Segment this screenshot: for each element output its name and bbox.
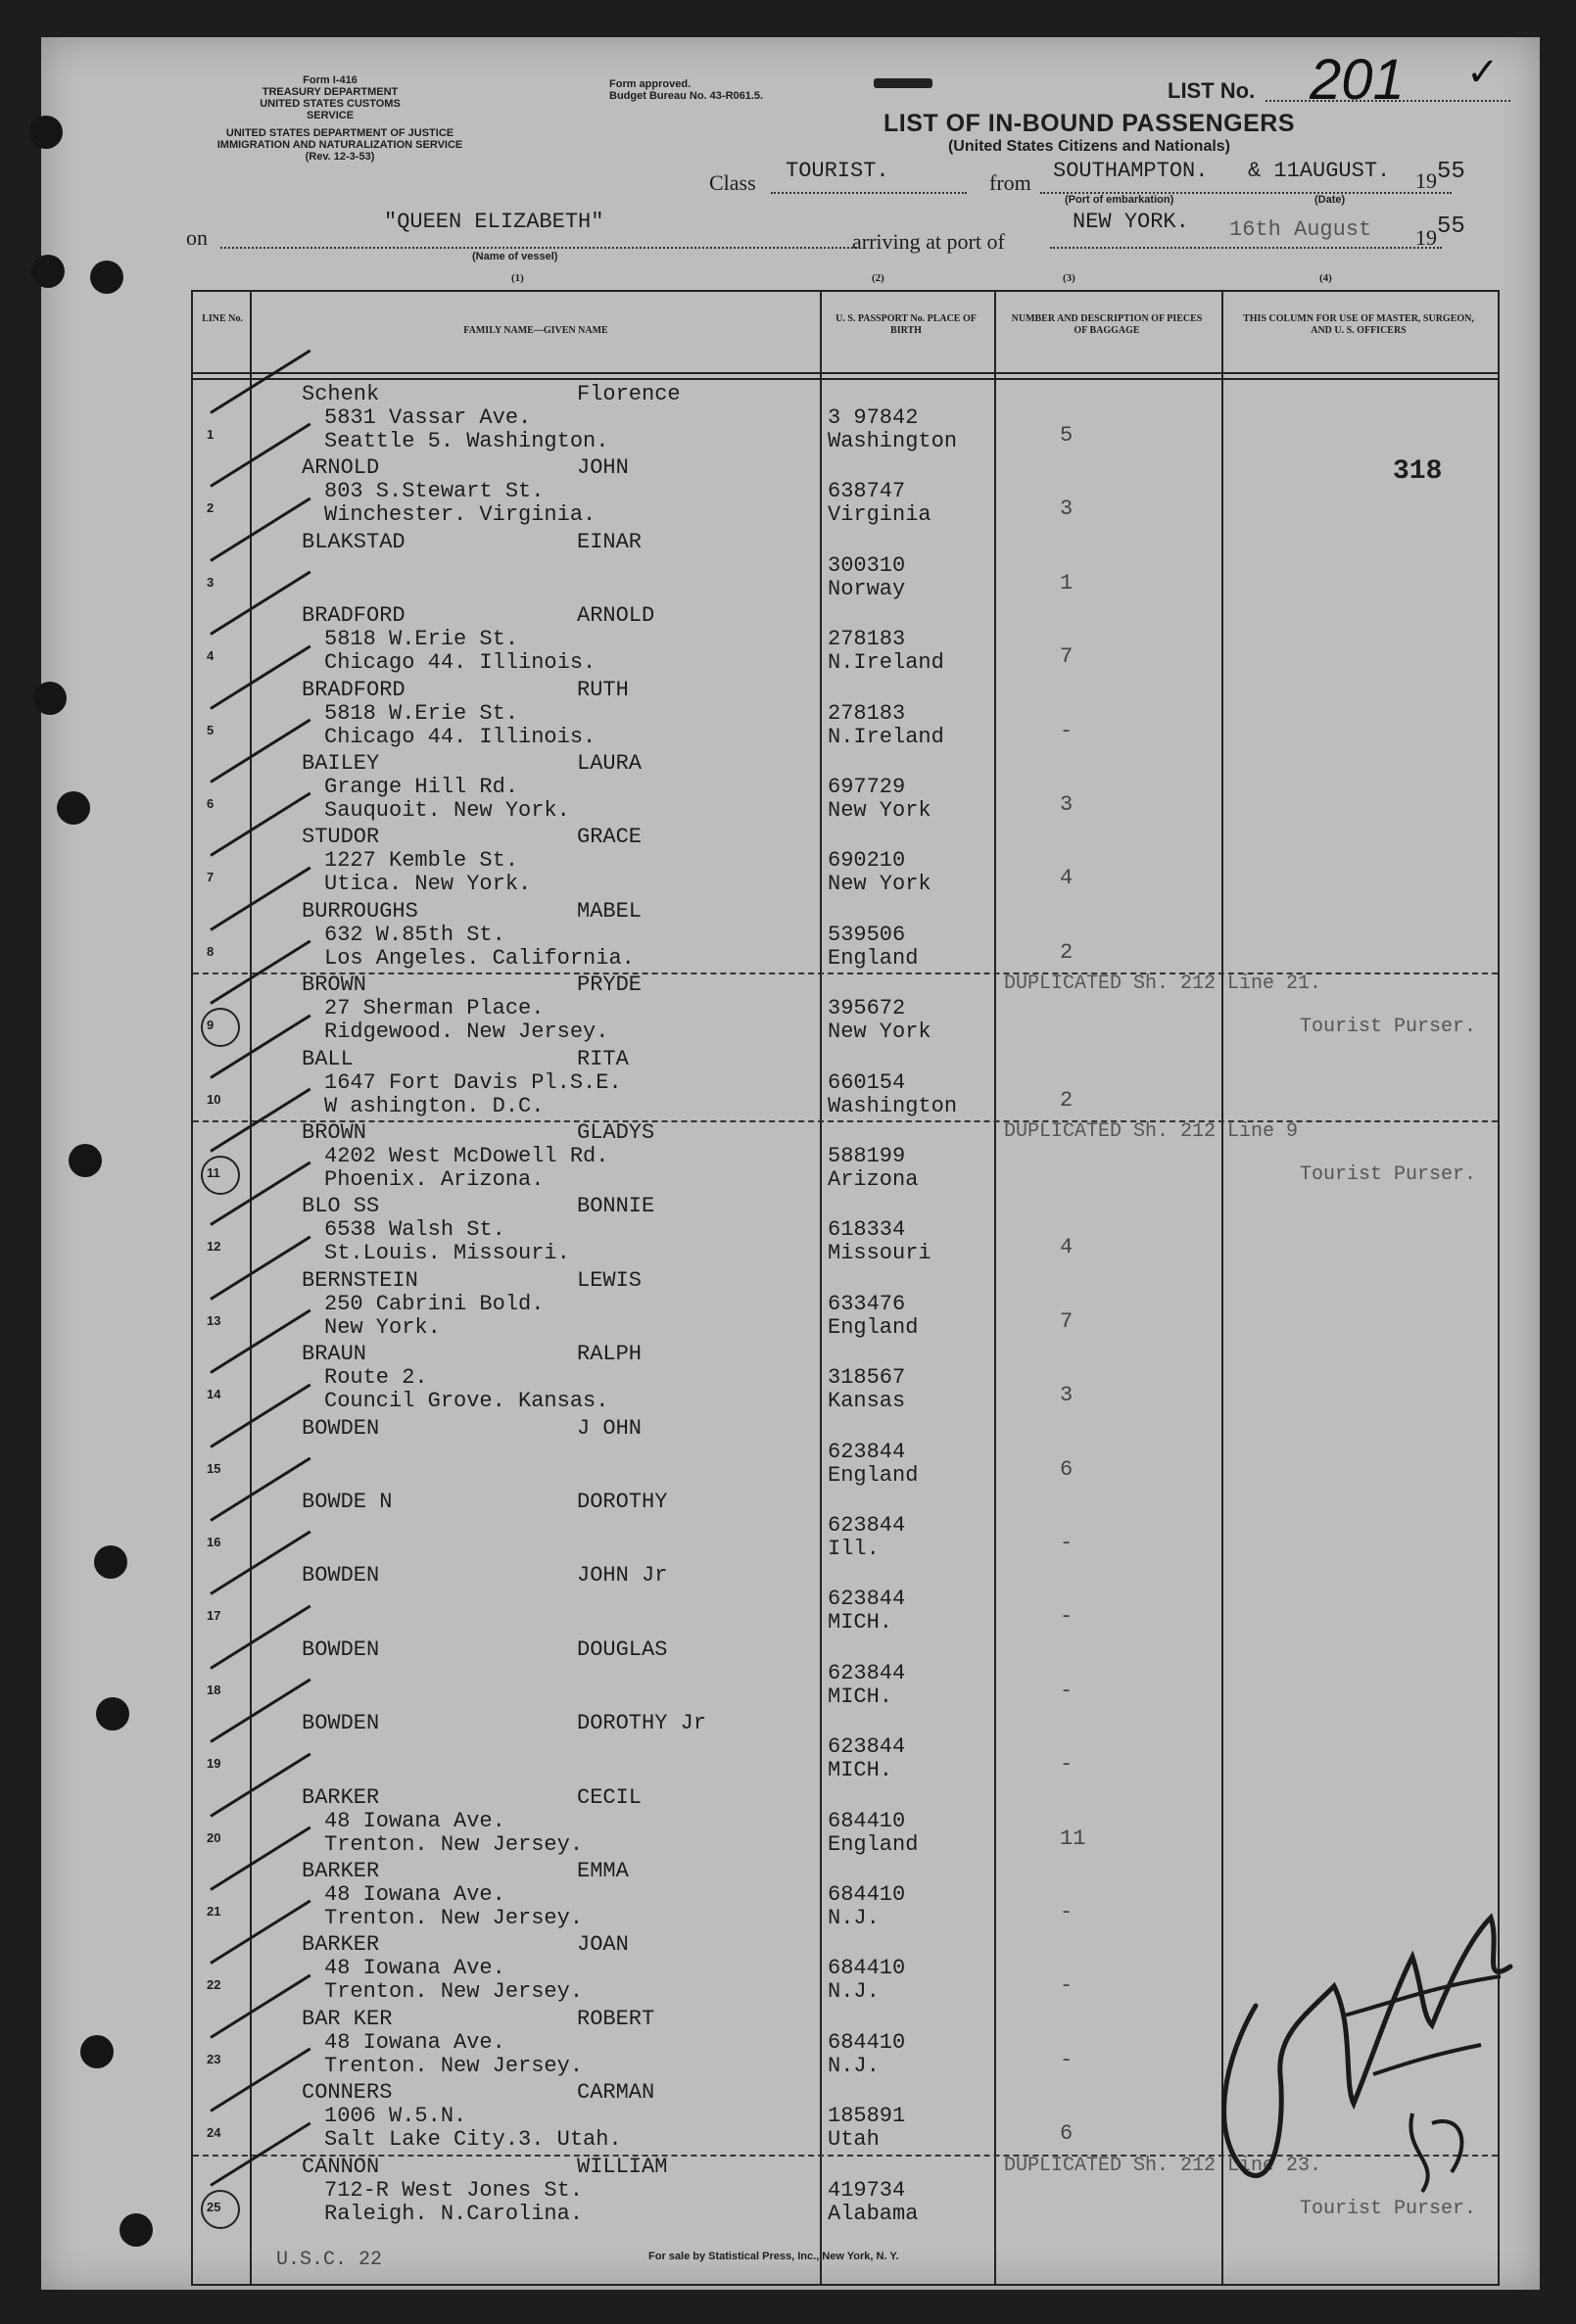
line-number: 7 [207, 870, 215, 885]
given-name: CECIL [577, 1784, 643, 1810]
given-name: RUTH [577, 677, 629, 702]
family-name: CANNON [302, 2154, 380, 2179]
header-divider [193, 372, 1498, 374]
from-label: from [989, 170, 1031, 195]
line-number: 12 [207, 1239, 221, 1255]
passport-number: 660154 [828, 1069, 906, 1095]
place-of-birth: Kansas [828, 1389, 906, 1414]
place-of-birth: Washington [828, 429, 958, 453]
punch-hole [57, 791, 90, 825]
given-name: RALPH [577, 1342, 643, 1367]
passport-number: 684410 [828, 2029, 906, 2055]
header-divider [193, 378, 1498, 380]
passport-number: 690210 [828, 848, 906, 874]
place-of-birth: England [828, 1314, 919, 1340]
list-subtitle: (United States Citizens and Nationals) [947, 138, 1231, 155]
vessel-line [220, 247, 857, 249]
embarkation-port: SOUTHAMPTON. [1053, 159, 1209, 183]
address-line-1: Grange Hill Rd. [324, 775, 519, 799]
place-of-birth: N.J. [828, 1906, 880, 1930]
table-row [193, 1194, 1498, 1267]
duplicated-note: DUPLICATED Sh. 212 Line 21. [1004, 972, 1322, 996]
baggage-count: 7 [1060, 644, 1074, 670]
family-name: BARKER [302, 1784, 380, 1810]
passport-number: 318567 [828, 1365, 906, 1391]
family-name: BROWN [302, 972, 367, 998]
line-number: 3 [207, 574, 215, 590]
family-name: BROWN [302, 1120, 367, 1145]
passport-number: 623844 [828, 1660, 906, 1685]
officer-note: 318 [1393, 456, 1443, 487]
table-row [193, 530, 1498, 603]
place-of-birth: Washington [828, 1093, 958, 1118]
place-of-birth: Virginia [828, 502, 931, 528]
baggage-count: 1 [1060, 570, 1074, 595]
family-name: Schenk [302, 382, 380, 406]
punch-hole [80, 2035, 114, 2068]
line-number: 1 [207, 427, 215, 442]
address-line-1: 250 Cabrini Bold. [324, 1291, 545, 1316]
address-line-2: Winchester. Virginia. [324, 502, 597, 528]
place-of-birth: Ill. [828, 1537, 880, 1561]
given-name: ARNOLD [577, 603, 655, 629]
line-circle-mark [201, 1008, 240, 1047]
given-name: J OHN [577, 1415, 643, 1441]
address-line-1: 1227 Kemble St. [324, 848, 519, 874]
table-row [193, 603, 1498, 677]
budget-bureau: Budget Bureau No. 43-R061.5. [609, 90, 764, 102]
vessel-caption: (Name of vessel) [472, 251, 558, 262]
purser-note: Tourist Purser. [1300, 2197, 1477, 2220]
given-name: JOHN [577, 455, 629, 481]
given-name: PRYDE [577, 972, 643, 998]
passport-number: 623844 [828, 1439, 906, 1464]
officer-signature [1187, 1878, 1540, 2211]
given-name: WILLIAM [577, 2154, 668, 2179]
baggage-count: - [1060, 1678, 1074, 1703]
address-line-1: Route 2. [324, 1365, 428, 1391]
baggage-count: 3 [1060, 497, 1074, 522]
address-line-1: 27 Sherman Place. [324, 996, 545, 1021]
check-mark-icon: ✓ [1466, 50, 1500, 94]
col-header-officers: THIS COLUMN FOR USE OF MASTER, SURGEON, AND U. S. OFFICERS [1243, 313, 1474, 336]
address-line-2: Utica. New York. [324, 872, 532, 897]
family-name: BOWDEN [302, 1636, 380, 1662]
address-line-2: New York. [324, 1314, 441, 1340]
table-row [193, 1120, 1498, 1194]
family-name: CONNERS [302, 2080, 393, 2106]
form-approved: Form approved. [609, 78, 692, 90]
address-line-1: 48 Iowana Ave. [324, 1808, 505, 1833]
duplicated-note: DUPLICATED Sh. 212 Line 9 [1004, 1120, 1299, 1143]
strike-line [193, 972, 1498, 974]
baggage-count: 2 [1060, 939, 1074, 965]
punch-hole [90, 261, 123, 294]
manifest-page [41, 37, 1540, 2290]
address-line-2: Trenton. New Jersey. [324, 1906, 584, 1930]
place-of-birth: New York [828, 1020, 931, 1045]
place-of-birth: N.J. [828, 2053, 880, 2078]
given-name: JOAN [577, 1932, 629, 1958]
address-line-2: Chicago 44. Illinois. [324, 724, 597, 749]
family-name: STUDOR [302, 825, 380, 850]
place-of-birth: England [828, 1462, 919, 1488]
table-row [193, 1563, 1498, 1636]
line-number: 15 [207, 1460, 221, 1476]
family-name: BALL [302, 1046, 354, 1071]
class-label: Class [709, 170, 756, 195]
punch-hole [96, 1697, 129, 1731]
baggage-count: 3 [1060, 792, 1074, 817]
family-name: BAR KER [302, 2006, 393, 2031]
address-line-1: 803 S.Stewart St. [324, 479, 545, 504]
passport-number: 3 97842 [828, 405, 919, 430]
address-line-2: W ashington. D.C. [324, 1093, 545, 1118]
passport-number: 278183 [828, 627, 906, 652]
col-number: (1) [511, 272, 524, 284]
baggage-count: - [1060, 1973, 1074, 1999]
given-name: MABEL [577, 898, 643, 924]
customs-service: UNITED STATES CUSTOMS SERVICE [260, 98, 401, 121]
baggage-count: - [1060, 2047, 1074, 2072]
punch-hole [94, 1545, 127, 1579]
table-row [193, 751, 1498, 825]
place-of-birth: N.Ireland [828, 724, 944, 749]
place-of-birth: Arizona [828, 1167, 919, 1192]
address-line-2: Phoenix. Arizona. [324, 1167, 545, 1192]
address-line-2: Raleigh. N.Carolina. [324, 2201, 584, 2226]
arrival-line [1050, 247, 1442, 249]
table-row [193, 1711, 1498, 1784]
family-name: BARKER [302, 1859, 380, 1883]
table-row [193, 455, 1498, 529]
place-of-birth: MICH. [828, 1610, 893, 1636]
family-name: BAILEY [302, 751, 380, 776]
address-line-2: Los Angeles. California. [324, 945, 635, 971]
given-name: Florence [577, 382, 681, 406]
on-label: on [186, 225, 208, 250]
passport-number: 618334 [828, 1217, 906, 1243]
line-number: 22 [207, 1977, 221, 1993]
baggage-count: - [1060, 1752, 1074, 1778]
table-row [193, 1416, 1498, 1490]
line-circle-mark [201, 1156, 240, 1195]
baggage-count: 7 [1060, 1308, 1074, 1334]
given-name: LAURA [577, 751, 643, 776]
baggage-count: 11 [1060, 1826, 1086, 1851]
strike-line [193, 1120, 1498, 1122]
table-row [193, 1637, 1498, 1711]
passport-number: 638747 [828, 479, 906, 504]
usc-code: U.S.C. 22 [276, 2249, 383, 2271]
given-name: BONNIE [577, 1194, 655, 1219]
date-caption: (Date) [1314, 194, 1346, 206]
passport-number: 684410 [828, 1808, 906, 1833]
punch-hole [29, 116, 63, 149]
given-name: DOUGLAS [577, 1636, 668, 1662]
table-row [193, 1785, 1498, 1859]
table-row [193, 382, 1498, 455]
passport-number: 300310 [828, 552, 906, 578]
family-name: BRADFORD [302, 603, 406, 629]
address-line-2: Seattle 5. Washington. [324, 429, 609, 453]
address-line-2: Chicago 44. Illinois. [324, 650, 597, 676]
line-number: 16 [207, 1535, 221, 1549]
arrival-year: 55 [1437, 213, 1465, 240]
address-line-1: 6538 Walsh St. [324, 1217, 505, 1243]
list-number: 201 [1310, 48, 1405, 112]
table-row [193, 1342, 1498, 1415]
table-row [193, 678, 1498, 751]
form-number: Form I-416 [303, 74, 358, 86]
line-number: 17 [207, 1608, 221, 1624]
given-name: DOROTHY Jr [577, 1711, 707, 1736]
given-name: ROBERT [577, 2006, 655, 2031]
family-name: BOWDEN [302, 1563, 380, 1589]
col-header-line: LINE No. [202, 313, 243, 324]
passport-number: 395672 [828, 996, 906, 1021]
year-prefix: 19 [1415, 168, 1437, 193]
line-number: 9 [207, 1018, 215, 1033]
address-line-2: Salt Lake City.3. Utah. [324, 2127, 622, 2153]
col-header-name: FAMILY NAME—GIVEN NAME [463, 325, 608, 336]
arriving-label: arriving at port of [852, 229, 1005, 254]
line-circle-mark [201, 2190, 240, 2229]
list-no-label: LIST No. [1168, 78, 1256, 103]
col-number: (2) [872, 272, 884, 284]
place-of-birth: Utah [828, 2127, 880, 2153]
line-number: 20 [207, 1829, 221, 1845]
purser-note: Tourist Purser. [1300, 1016, 1477, 1039]
passport-number: 697729 [828, 775, 906, 799]
address-line-1: 5818 W.Erie St. [324, 700, 519, 726]
baggage-count: 2 [1060, 1087, 1074, 1113]
family-name: BARKER [302, 1932, 380, 1958]
given-name: LEWIS [577, 1267, 643, 1293]
passport-number: 278183 [828, 700, 906, 726]
passport-number: 588199 [828, 1144, 906, 1168]
address-line-1: 632 W.85th St. [324, 922, 505, 947]
punch-hole [69, 1144, 102, 1177]
given-name: RITA [577, 1046, 629, 1071]
baggage-count: 6 [1060, 2121, 1074, 2147]
baggage-count: 3 [1060, 1383, 1074, 1408]
arrival-date: 16th August [1229, 217, 1372, 242]
given-name: EMMA [577, 1859, 629, 1883]
passport-number: 623844 [828, 1734, 906, 1760]
given-name: JOHN Jr [577, 1563, 668, 1589]
address-line-2: Council Grove. Kansas. [324, 1389, 609, 1414]
line-number: 18 [207, 1682, 221, 1697]
duplicated-note: DUPLICATED Sh. 212 Line 23. [1004, 2154, 1322, 2177]
justice-department: UNITED STATES DEPARTMENT OF JUSTICE [225, 127, 454, 139]
address-line-1: 712-R West Jones St. [324, 2177, 584, 2203]
embarkation-year: 55 [1437, 159, 1465, 185]
place-of-birth: Missouri [828, 1241, 931, 1266]
place-of-birth: N.J. [828, 1979, 880, 2005]
given-name: EINAR [577, 529, 643, 554]
given-name: CARMAN [577, 2080, 655, 2106]
address-line-2: Sauquoit. New York. [324, 798, 570, 823]
family-name: BLO SS [302, 1194, 380, 1219]
table-row [193, 972, 1498, 1046]
family-name: BURROUGHS [302, 898, 418, 924]
passport-number: 539506 [828, 922, 906, 947]
passport-number: 419734 [828, 2177, 906, 2203]
family-name: BLAKSTAD [302, 529, 406, 554]
family-name: BOWDEN [302, 1711, 380, 1736]
list-title: LIST OF IN-BOUND PASSENGERS [884, 110, 1296, 137]
place-of-birth: New York [828, 798, 931, 823]
table-row [193, 1047, 1498, 1120]
vessel-name: "QUEEN ELIZABETH" [384, 210, 604, 234]
class-value: TOURIST. [786, 159, 889, 183]
table-row [193, 1490, 1498, 1563]
baggage-count: 6 [1060, 1456, 1074, 1482]
place-of-birth: New York [828, 872, 931, 897]
line-number: 23 [207, 2051, 221, 2066]
arrival-port: NEW YORK. [1073, 210, 1189, 234]
family-name: BRAUN [302, 1342, 367, 1367]
table-row [193, 899, 1498, 972]
family-name: BRADFORD [302, 677, 406, 702]
baggage-count: 5 [1060, 423, 1074, 448]
redaction-mark [874, 78, 932, 88]
line-number: 5 [207, 722, 215, 737]
baggage-count: - [1060, 1900, 1074, 1924]
baggage-count: - [1060, 1604, 1074, 1630]
place-of-birth: MICH. [828, 1758, 893, 1783]
baggage-count: - [1060, 1531, 1074, 1555]
address-line-1: 5831 Vassar Ave. [324, 405, 532, 430]
address-line-1: 4202 West McDowell Rd. [324, 1144, 609, 1168]
address-line-1: 1647 Fort Davis Pl.S.E. [324, 1069, 622, 1095]
treasury-department: TREASURY DEPARTMENT [262, 86, 399, 98]
col-number: (4) [1319, 272, 1332, 284]
place-of-birth: Norway [828, 576, 906, 601]
line-number: 24 [207, 2125, 221, 2141]
place-of-birth: Alabama [828, 2201, 919, 2226]
col-header-baggage: NUMBER AND DESCRIPTION OF PIECES OF BAGGAGE [1011, 313, 1203, 336]
given-name: DOROTHY [577, 1490, 668, 1514]
baggage-count: 4 [1060, 866, 1074, 891]
given-name: GRACE [577, 825, 643, 850]
family-name: BOWDE N [302, 1490, 393, 1514]
purser-note: Tourist Purser. [1300, 1163, 1477, 1186]
address-line-1: 48 Iowana Ave. [324, 2029, 505, 2055]
punch-hole [31, 255, 65, 288]
line-number: 6 [207, 796, 215, 811]
col-number: (3) [1063, 272, 1075, 284]
punch-hole [33, 682, 67, 715]
port-embark-caption: (Port of embarkation) [1065, 194, 1174, 206]
table-row [193, 1268, 1498, 1342]
family-name: ARNOLD [302, 455, 380, 481]
place-of-birth: N.Ireland [828, 650, 944, 676]
line-number: 8 [207, 943, 215, 959]
address-line-2: Trenton. New Jersey. [324, 1831, 584, 1857]
line-number: 21 [207, 1904, 221, 1919]
check-slash-mark [210, 350, 310, 414]
printer-credit: For sale by Statistical Press, Inc., New York, N. Y. [648, 2251, 899, 2262]
passport-number: 623844 [828, 1513, 906, 1538]
address-line-1: 1006 W.5.N. [324, 2104, 467, 2129]
place-of-birth: MICH. [828, 1684, 893, 1709]
address-line-1: 5818 W.Erie St. [324, 627, 519, 652]
arrival-year-prefix: 19 [1415, 225, 1437, 250]
place-of-birth: England [828, 945, 919, 971]
baggage-count: - [1060, 718, 1074, 743]
col-header-passport: U. S. PASSPORT No. PLACE OF BIRTH [836, 313, 977, 336]
line-number: 14 [207, 1387, 221, 1402]
given-name: GLADYS [577, 1120, 655, 1145]
place-of-birth: England [828, 1831, 919, 1857]
form-revision: (Rev. 12-3-53) [305, 151, 375, 163]
line-number: 2 [207, 500, 215, 516]
passport-number: 623844 [828, 1587, 906, 1612]
line-number: 13 [207, 1312, 221, 1328]
line-number: 11 [207, 1165, 220, 1180]
passport-number: 684410 [828, 1956, 906, 1981]
address-line-2: Trenton. New Jersey. [324, 1979, 584, 2005]
family-name: BOWDEN [302, 1415, 380, 1441]
passport-number: 684410 [828, 1882, 906, 1907]
address-line-1: 48 Iowana Ave. [324, 1956, 505, 1981]
line-number: 19 [207, 1756, 221, 1772]
line-number: 10 [207, 1091, 221, 1107]
embarkation-date: & 11AUGUST. [1248, 159, 1391, 183]
passport-number: 185891 [828, 2104, 906, 2129]
address-line-2: Trenton. New Jersey. [324, 2053, 584, 2078]
passport-number: 633476 [828, 1291, 906, 1316]
family-name: BERNSTEIN [302, 1267, 418, 1293]
class-line [771, 192, 967, 194]
ins-service: IMMIGRATION AND NATURALIZATION SERVICE [216, 139, 463, 151]
table-row [193, 825, 1498, 898]
line-number: 4 [207, 648, 215, 664]
baggage-count: 4 [1060, 1235, 1074, 1260]
address-line-2: Ridgewood. New Jersey. [324, 1020, 609, 1045]
punch-hole [119, 2213, 153, 2247]
line-number: 25 [207, 2199, 221, 2214]
address-line-2: St.Louis. Missouri. [324, 1241, 570, 1266]
address-line-1: 48 Iowana Ave. [324, 1882, 505, 1907]
